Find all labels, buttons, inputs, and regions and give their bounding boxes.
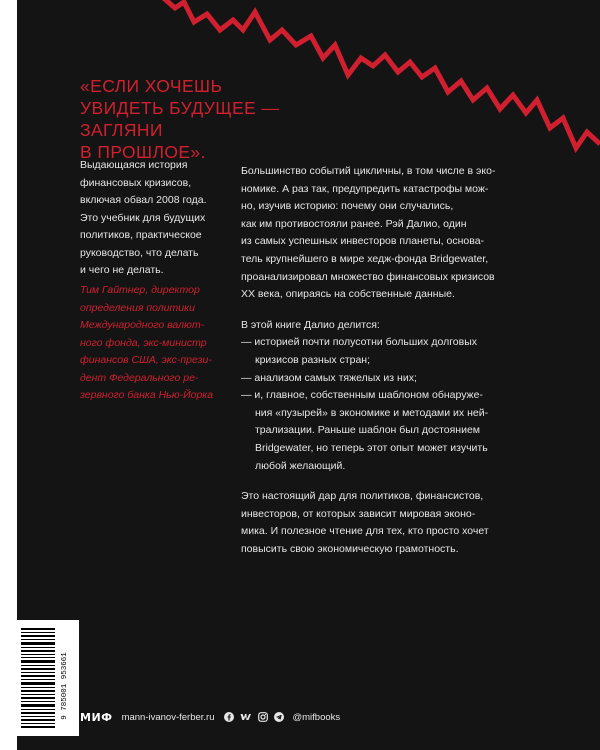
blurb-attribution	[80, 282, 255, 405]
text-line: из самых успешных инвесторов планеты, основа-	[241, 235, 485, 248]
blurb-line: Выдающаяся история	[80, 159, 188, 171]
attribution-line: ного фонда, экс-министр	[80, 336, 207, 349]
isbn-barcode	[17, 620, 79, 736]
blurb-line: и чего не делать.	[80, 264, 164, 276]
text-line: номике. А раз так, предупредить катастрофы мож-	[241, 182, 489, 195]
attribution-line: определения политики	[80, 301, 195, 314]
text-line: как им противостояли ранее. Рэй Далио, один	[241, 217, 467, 230]
vk-icon[interactable]	[240, 713, 252, 721]
text-line: мика. И полезное чтение для тех, кто просто хочет	[241, 525, 489, 538]
barcode-number: 9 785001 953661	[61, 652, 69, 720]
attribution-line: Международного валют-	[80, 319, 205, 331]
quote-line: УВИДЕТЬ БУДУЩЕЕ —	[80, 98, 280, 118]
blurb	[80, 157, 240, 280]
attribution-line: зервного банка Нью-Йорка	[80, 389, 214, 401]
text-line: XX века, опираясь на собственные данные.	[241, 288, 455, 301]
publisher-website[interactable]: mann-ivanov-ferber.ru	[121, 711, 215, 723]
text-line: инвесторов, от которых зависит мировая эконо-	[241, 507, 476, 520]
quote-line: ЗАГЛЯНИ	[80, 120, 163, 140]
attribution-line: финансов США, экс-прези-	[80, 354, 212, 366]
text-line: повысить свою экономическую грамотность.	[241, 542, 459, 555]
blurb-line: руководство, что делать	[80, 246, 199, 259]
quote-line: «ЕСЛИ ХОЧЕШЬ	[80, 76, 223, 96]
social-icons	[224, 712, 284, 722]
text-line: — анализом самых тяжелых из них;	[241, 371, 417, 384]
text-line: но, изучив историю: почему они случались,	[241, 200, 454, 213]
publisher-logo: МИФ	[80, 710, 113, 724]
description-paragraph-2	[241, 317, 541, 475]
pull-quote	[80, 75, 310, 163]
attribution-line: Тим Гайтнер, директор	[80, 284, 200, 296]
description-column	[241, 163, 541, 571]
facebook-icon[interactable]	[224, 712, 234, 722]
text-line: Bridgewater, но теперь этот опыт может изучить	[255, 441, 488, 454]
blurb-line: финансовых кризисов,	[80, 176, 192, 189]
book-back-cover	[17, 0, 600, 750]
social-handle[interactable]: @mifbooks	[292, 711, 341, 723]
text-line: проанализировал множество финансовых кризисов	[241, 270, 495, 283]
publisher-footer	[80, 707, 340, 727]
text-line: — и, главное, собственным шаблоном обнаруже-	[241, 389, 483, 402]
blurb-line: Это учебник для будущих	[80, 211, 206, 224]
quote-line: В ПРОШЛОЕ».	[80, 142, 206, 162]
text-line: Это настоящий дар для политиков, финансистов,	[241, 490, 484, 503]
text-line: любой желающий.	[255, 459, 346, 472]
blurb-line: включая обвал 2008 года.	[80, 194, 207, 206]
description-paragraph-3	[241, 488, 541, 558]
text-line: ния «пузырей» в экономике и методами их ней-	[255, 406, 489, 419]
text-line: трализации. Раньше шаблон был достоянием	[255, 424, 481, 437]
description-paragraph-1	[241, 163, 541, 304]
blurb-line: политиков, практическое	[80, 229, 202, 241]
text-line: Большинство событий цикличны, в том числе в эко-	[241, 165, 496, 177]
text-line: В этой книге Далио делится:	[241, 318, 380, 331]
text-line: тель крупнейшего в мире хедж-фонда Bridgewater,	[241, 252, 489, 265]
telegram-icon[interactable]	[274, 712, 284, 722]
text-line: кризисов разных стран;	[255, 353, 371, 366]
instagram-icon[interactable]	[258, 712, 268, 722]
text-line: — историей почти полусотни больших долговых	[241, 336, 478, 349]
attribution-line: дент Федерального ре-	[80, 371, 199, 384]
barcode-icon	[17, 620, 79, 736]
